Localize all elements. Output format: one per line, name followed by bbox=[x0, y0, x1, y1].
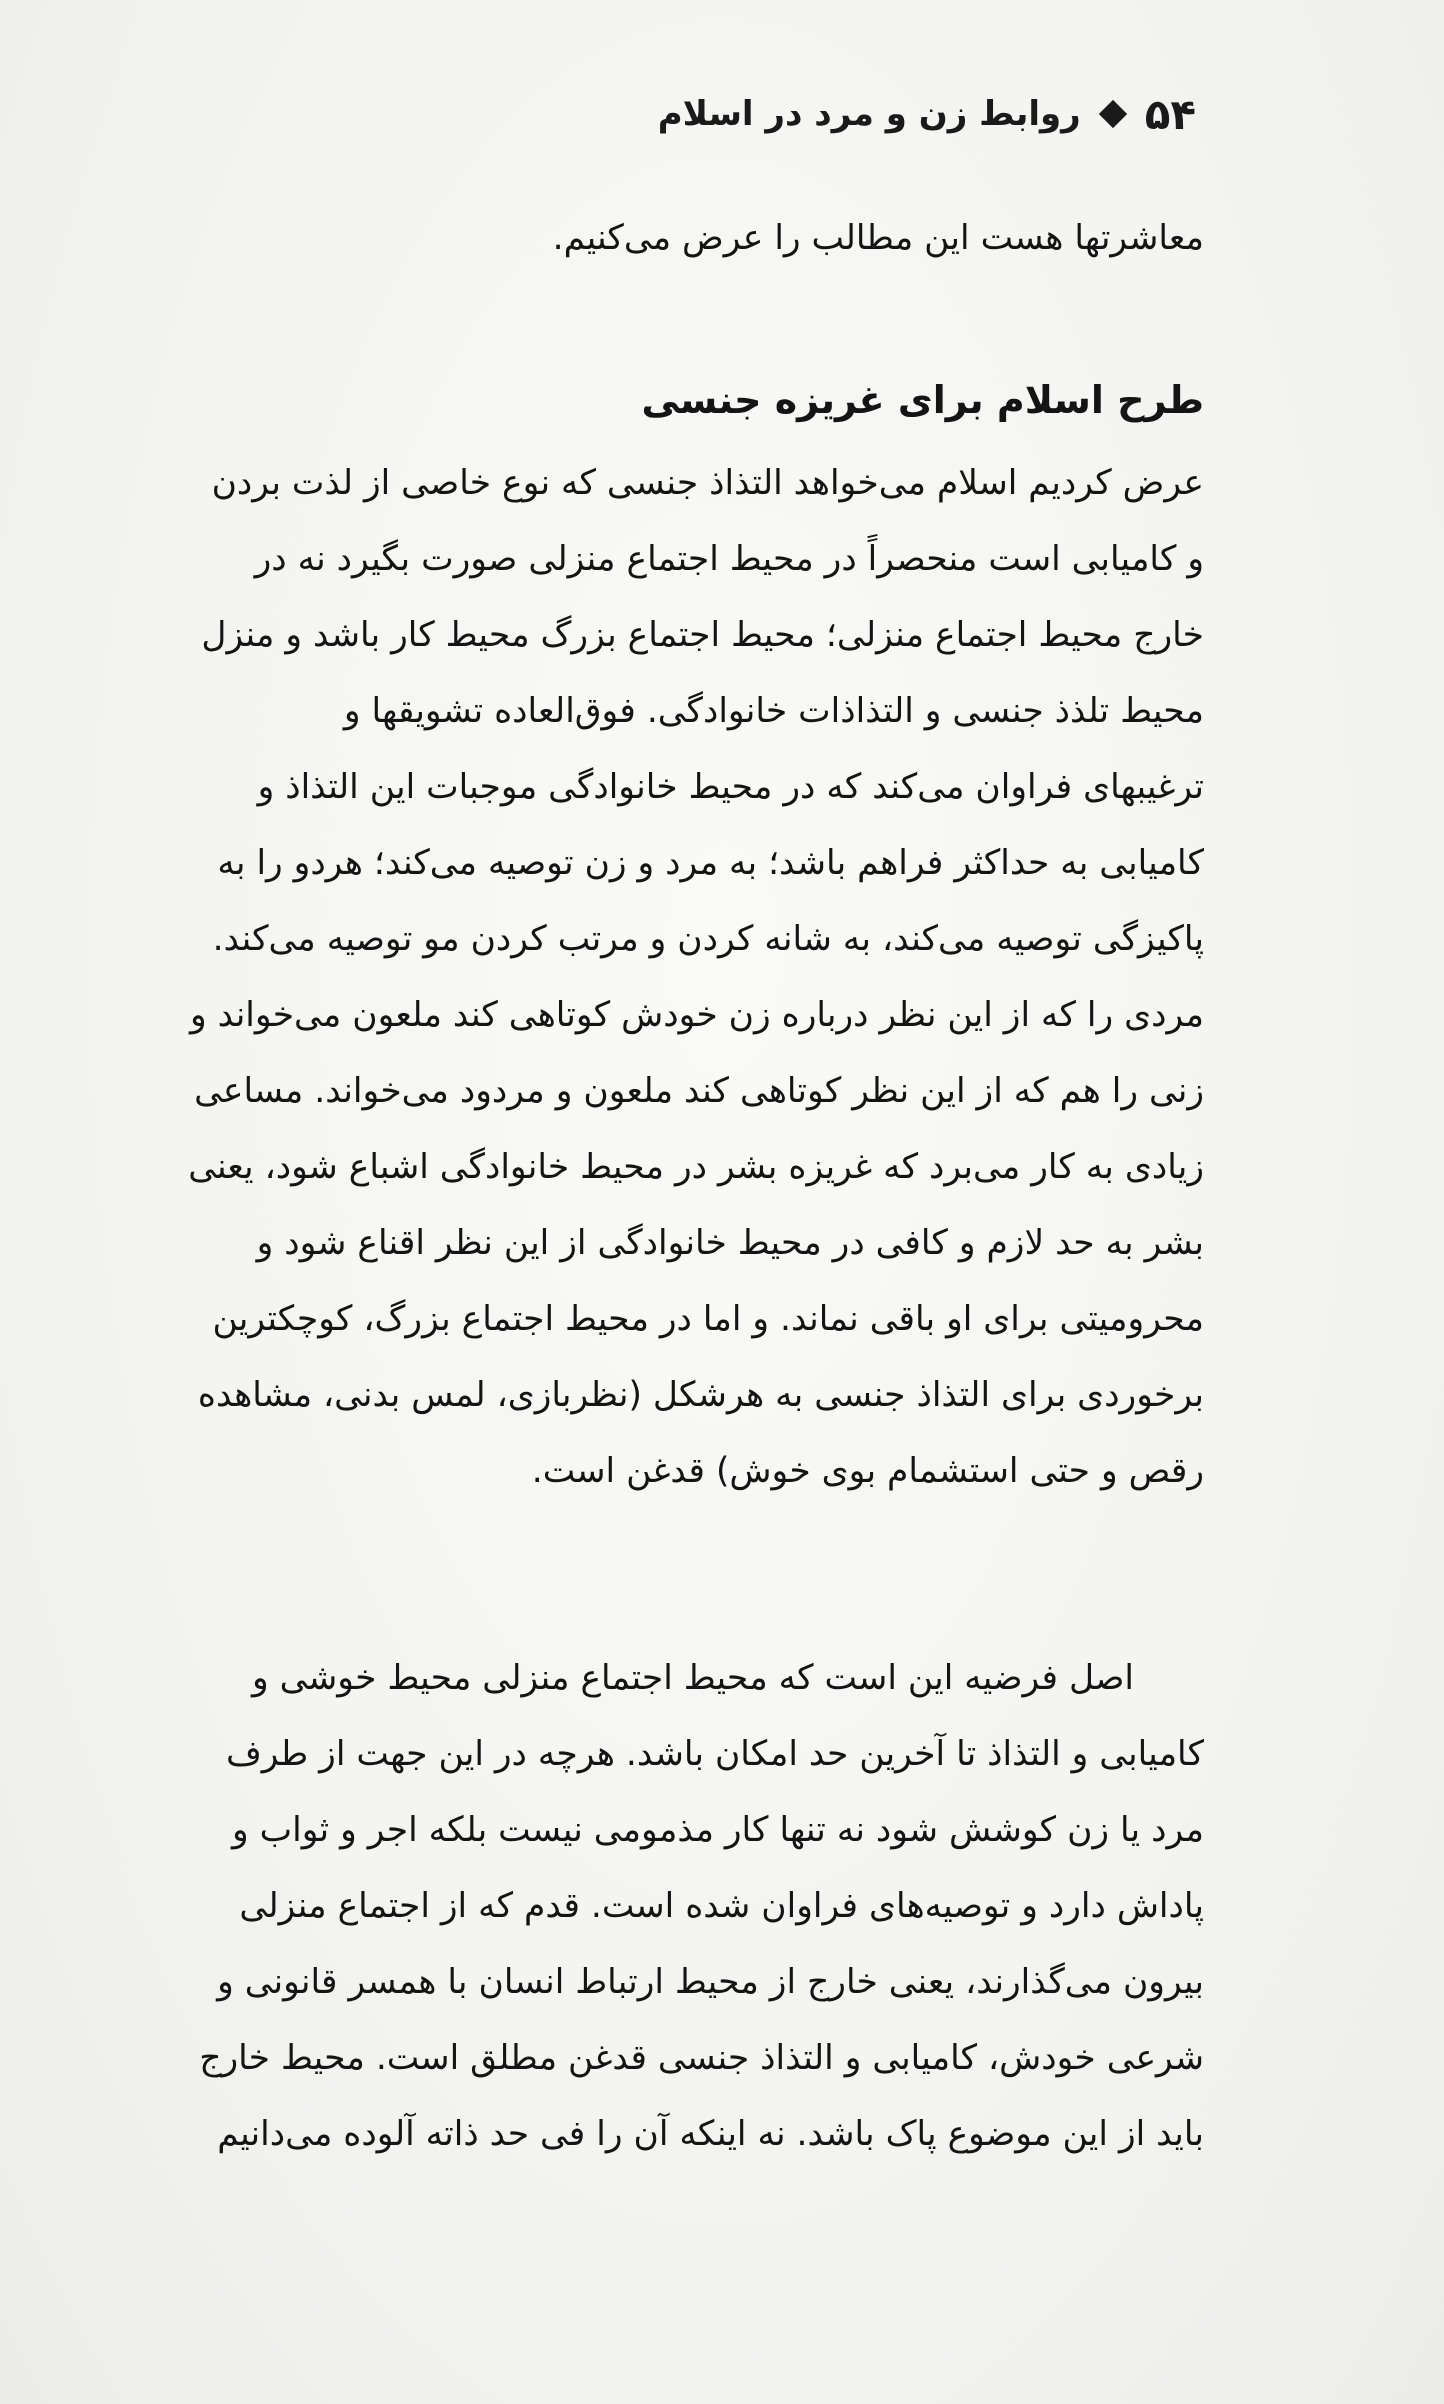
paragraph-line: رقص و حتی استشمام بوی خوش) قدغن است. bbox=[531, 1451, 1204, 1491]
paragraph-line: مرد یا زن کوشش شود نه تنها کار مذمومی نیست بلکه اجر و ثواب و bbox=[232, 1810, 1204, 1850]
paragraph-line: محرومیتی برای او باقی نماند. و اما در محیط اجتماع بزرگ، کوچکترین bbox=[212, 1299, 1204, 1339]
diamond-ornament-icon bbox=[1099, 100, 1127, 128]
paragraph-line: ترغیبهای فراوان می‌کند که در محیط خانوادگی موجبات این التذاذ و bbox=[257, 767, 1204, 807]
section-heading: طرح اسلام برای غریزه جنسی bbox=[641, 378, 1204, 422]
paragraph-line: اصل فرضیه این است که محیط اجتماع منزلی محیط خوشی و bbox=[252, 1658, 1134, 1698]
page-number: ۵۴ bbox=[1144, 89, 1196, 139]
paragraph-line: شرعی خودش، کامیابی و التذاذ جنسی قدغن مطلق است. محیط خارج bbox=[199, 2038, 1204, 2078]
paragraph-line: بشر به حد لازم و کافی در محیط خانوادگی از این نظر اقناع شود و bbox=[256, 1223, 1204, 1263]
paragraph-line: و کامیابی است منحصراً در محیط اجتماع منزلی صورت بگیرد نه در bbox=[254, 539, 1204, 579]
paragraph-line: محیط تلذذ جنسی و التذاذات خانوادگی. فوق‌العاده تشویقها و bbox=[343, 691, 1204, 731]
intro-paragraph bbox=[194, 200, 1204, 276]
paragraph-line: برخوردی برای التذاذ جنسی به هرشکل (نظربازی، لمس بدنی، مشاهده bbox=[197, 1375, 1204, 1415]
paragraph-1 bbox=[144, 445, 1204, 1509]
paragraph-line: پاداش دارد و توصیه‌های فراوان شده است. قدم که از اجتماع منزلی bbox=[239, 1886, 1204, 1926]
paragraph-line: باید از این موضوع پاک باشد. نه اینکه آن را فی حد ذاته آلوده می‌دانیم bbox=[217, 2114, 1204, 2154]
paragraph-line: کامیابی و التذاذ تا آخرین حد امکان باشد. هرچه در این جهت از طرف bbox=[225, 1734, 1204, 1774]
running-head bbox=[658, 88, 1196, 140]
paragraph-line: زیادی به کار می‌برد که غریزه بشر در محیط خانوادگی اشباع شود، یعنی bbox=[188, 1147, 1204, 1187]
running-head-title: روابط زن و مرد در اسلام bbox=[657, 94, 1081, 134]
paragraph-line: بیرون می‌گذارند، یعنی خارج از محیط ارتباط انسان با همسر قانونی و bbox=[217, 1962, 1204, 2002]
paragraph-line: عرض کردیم اسلام می‌خواهد التذاذ جنسی که نوع خاصی از لذت بردن bbox=[211, 463, 1204, 503]
paragraph-line: کامیابی به حداکثر فراهم باشد؛ به مرد و زن توصیه می‌کند؛ هردو را به bbox=[217, 843, 1204, 883]
paragraph-line: خارج محیط اجتماع منزلی؛ محیط اجتماع بزرگ محیط کار باشد و منزل bbox=[201, 615, 1204, 655]
intro-line: معاشرتها هست این مطالب را عرض می‌کنیم. bbox=[552, 218, 1204, 258]
paragraph-line: مردی را که از این نظر درباره زن خودش کوتاهی کند ملعون می‌خواند و bbox=[189, 995, 1204, 1035]
paragraph-line: پاکیزگی توصیه می‌کند، به شانه کردن و مرتب کردن مو توصیه می‌کند. bbox=[212, 919, 1204, 959]
paragraph-2 bbox=[194, 1640, 1204, 2172]
paragraph-line: زنی را هم که از این نظر کوتاهی کند ملعون و مردود می‌خواند. مساعی bbox=[194, 1071, 1204, 1111]
